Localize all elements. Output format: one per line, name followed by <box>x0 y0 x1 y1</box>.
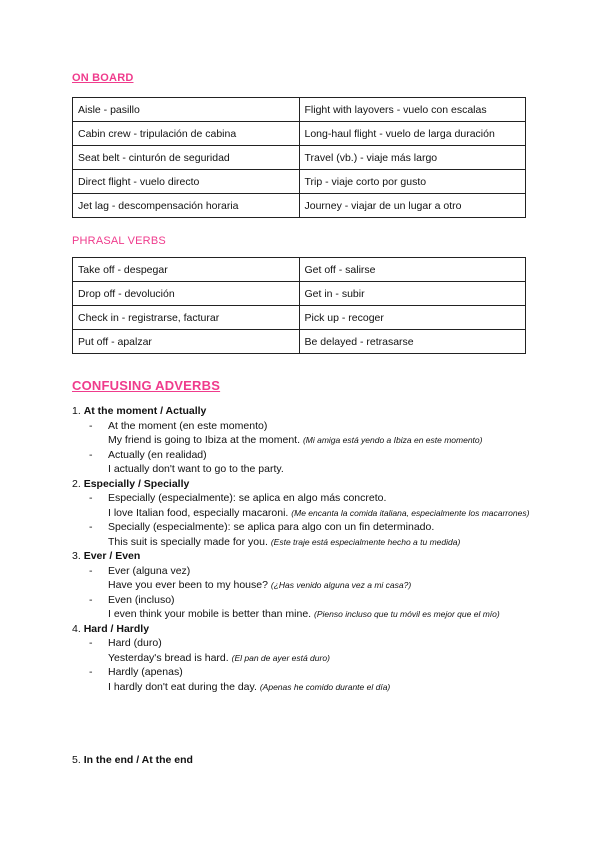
sub-term: At the moment (en este momento) <box>108 419 268 432</box>
sub-example: I actually don't want to go to the party. <box>108 463 284 475</box>
list-sub-item <box>72 593 542 622</box>
item-title: Hard / Hardly <box>83 622 150 635</box>
sub-example: This suit is specially made for you. (Este traje está especialmente hecho a tu medida) <box>108 535 461 548</box>
table-cell: Direct flight - vuelo directo <box>73 170 300 194</box>
phrasal-verbs-table <box>72 257 526 354</box>
list-sub-item <box>72 564 542 593</box>
list-sub-item <box>72 665 542 694</box>
example-translation: (Apenas he comido durante el día) <box>259 681 391 692</box>
list-item-heading: 4. Hard / Hardly <box>72 622 150 635</box>
table-row <box>73 282 526 306</box>
table-row <box>73 98 526 122</box>
dash-bullet: - <box>89 419 93 432</box>
confusing-adverbs-list <box>72 404 542 694</box>
list-item-heading: 1. At the moment / Actually <box>72 405 207 417</box>
example-translation: (El pan de ayer está duro) <box>231 652 330 663</box>
table-cell: Journey - viajar de un lugar a otro <box>299 194 526 218</box>
list-item-heading: 5. In the end / At the end <box>72 754 193 766</box>
section-title-confusing-adverbs: CONFUSING ADVERBS <box>72 378 221 393</box>
table-row <box>73 122 526 146</box>
table-cell: Aisle - pasillo <box>73 98 300 122</box>
table-cell: Travel (vb.) - viaje más largo <box>299 146 526 170</box>
example-translation: (Me encanta la comida italiana, especialmente los macarrones) <box>291 507 530 518</box>
table-cell: Take off - despegar <box>73 258 300 282</box>
table-cell: Cabin crew - tripulación de cabina <box>73 122 300 146</box>
example-translation: (Este traje está especialmente hecho a tu medida) <box>270 536 461 547</box>
table-cell: Seat belt - cinturón de seguridad <box>73 146 300 170</box>
table-cell: Pick up - recoger <box>299 306 526 330</box>
sub-example: My friend is going to Ibiza at the moment. (Mi amiga está yendo a Ibiza en este momento) <box>108 434 483 446</box>
table-row <box>73 258 526 282</box>
sub-term: Ever (alguna vez) <box>108 564 191 577</box>
sub-term: Hardly (apenas) <box>108 666 183 678</box>
table-row <box>73 330 526 354</box>
dash-bullet: - <box>89 593 93 606</box>
table-cell: Get in - subir <box>299 282 526 306</box>
list-sub-item <box>72 448 542 477</box>
dash-bullet: - <box>89 666 93 678</box>
example-translation: (Pienso incluso que tu móvil es mejor que el mío) <box>314 609 500 619</box>
table-cell: Jet lag - descompensación horaria <box>73 194 300 218</box>
sub-term: Actually (en realidad) <box>108 448 207 461</box>
sub-example: I hardly don't eat during the day. (Apenas he comido durante el día) <box>108 680 391 693</box>
sub-term: Specially (especialmente): se aplica para algo con un fin determinado. <box>108 521 435 533</box>
dash-bullet: - <box>89 564 93 577</box>
list-sub-item <box>72 419 542 448</box>
sub-example: I love Italian food, especially macaroni. (Me encanta la comida italiana, especialmente los macarrones) <box>108 506 530 519</box>
table-row <box>73 194 526 218</box>
sub-term: Even (incluso) <box>108 593 175 606</box>
dash-bullet: - <box>89 521 93 533</box>
list-sub-item <box>72 520 542 549</box>
section-title-on-board: ON BOARD <box>72 72 134 84</box>
list-sub-item <box>72 491 542 520</box>
table-cell: Put off - apalzar <box>73 330 300 354</box>
table-cell: Drop off - devolución <box>73 282 300 306</box>
sub-example: I even think your mobile is better than mine. (Pienso incluso que tu móvil es mejor que el mío) <box>108 608 500 620</box>
sub-example: Have you ever been to my house? (¿Has venido alguna vez a mi casa?) <box>108 579 412 591</box>
dash-bullet: - <box>89 492 93 504</box>
table-row <box>73 170 526 194</box>
table-cell: Long-haul flight - vuelo de larga duración <box>299 122 526 146</box>
list-sub-item <box>72 636 542 665</box>
example-translation: (Mi amiga está yendo a Ibiza en este momento) <box>302 435 483 445</box>
example-translation: (¿Has venido alguna vez a mi casa?) <box>270 580 412 590</box>
table-cell: Be delayed - retrasarse <box>299 330 526 354</box>
on-board-table <box>72 97 526 218</box>
sub-example: Yesterday's bread is hard. (El pan de ayer está duro) <box>108 651 330 664</box>
item-title: At the moment / Actually <box>83 405 207 417</box>
list-item-heading: 3. Ever / Even <box>72 550 141 562</box>
item-title: In the end / At the end <box>83 754 193 766</box>
item-title: Ever / Even <box>83 550 141 562</box>
item-title: Especially / Specially <box>83 477 190 490</box>
dash-bullet: - <box>89 448 93 461</box>
sub-term: Hard (duro) <box>108 637 162 649</box>
table-cell: Flight with layovers - vuelo con escalas <box>299 98 526 122</box>
table-cell: Check in - registrarse, facturar <box>73 306 300 330</box>
section-title-phrasal-verbs: PHRASAL VERBS <box>72 235 166 247</box>
table-cell: Trip - viaje corto por gusto <box>299 170 526 194</box>
sub-term: Especially (especialmente): se aplica en algo más concreto. <box>108 492 387 504</box>
dash-bullet: - <box>89 637 93 649</box>
table-row <box>73 306 526 330</box>
table-cell: Get off - salirse <box>299 258 526 282</box>
table-row <box>73 146 526 170</box>
list-item-heading: 2. Especially / Specially <box>72 477 190 490</box>
